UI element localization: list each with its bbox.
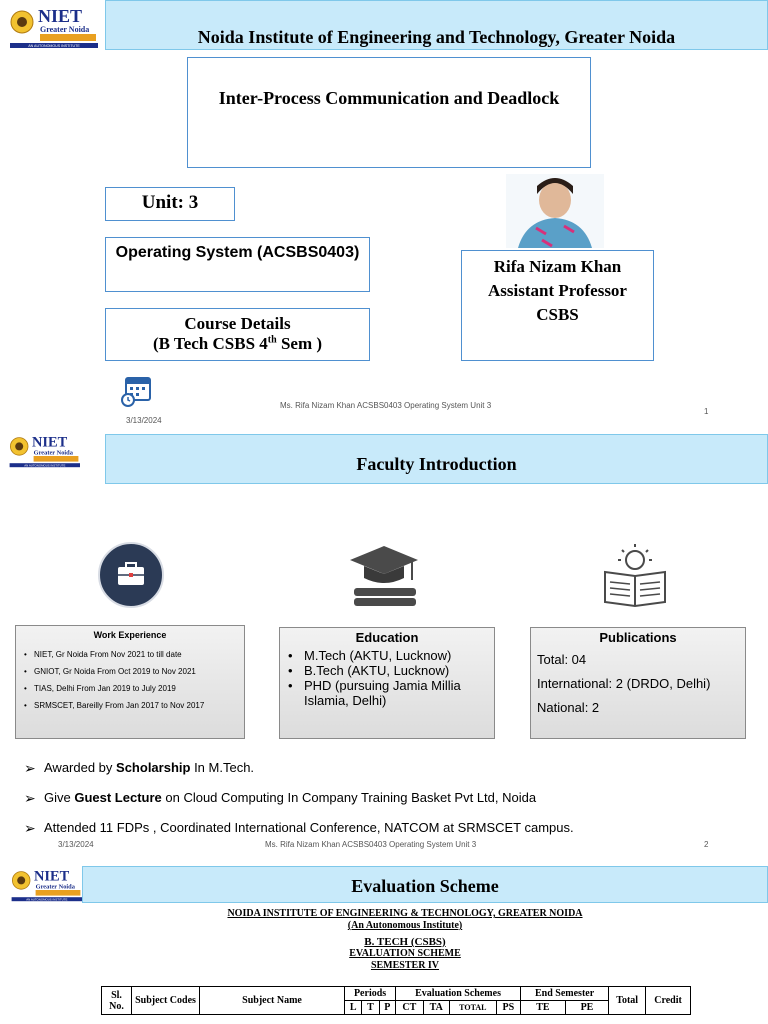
slide-1 [0,0,768,430]
scheme-autonomous: (An Autonomous Institute) [347,920,463,931]
svg-text:AN AUTONOMOUS INSTITUTE: AN AUTONOMOUS INSTITUTE [24,463,66,468]
achievements-list [24,753,754,843]
scheme-program: B. TECH (CSBS) [364,936,446,948]
bullet-dot: • [24,667,27,676]
faculty-box [461,250,654,361]
work-experience-item: • GNIOT, Gr Noida From Oct 2019 to Nov 2021 [22,663,238,680]
publications-card [530,627,746,739]
scheme-heading [0,908,768,972]
evaluation-title: Evaluation Scheme [351,876,499,896]
th-slno: Sl. No. [102,987,132,1015]
bullet-dot: • [288,648,293,663]
lightbulb-book-icon [600,542,670,613]
bullet-dot: • [288,663,293,678]
publication-item: Total: 04 [537,652,587,667]
niet-logo [8,432,82,469]
th-t: T [362,1001,379,1015]
course-details-label: Course Details [184,314,291,333]
slide1-page-number: 1 [704,407,709,416]
th-codes: Subject Codes [132,987,200,1015]
th-p: P [379,1001,396,1015]
scheme-institute: NOIDA INSTITUTE OF ENGINEERING & TECHNOLOGY, GREATER NOIDA [227,908,583,919]
education-item: • M.Tech (AKTU, Lucknow) [288,648,452,663]
niet-logo [8,4,100,50]
graduation-cap-icon [346,532,422,617]
slide-2 [0,432,768,852]
achievement-fdps: ➢ Attended 11 FDPs , Coordinated International Conference, NATCOM at SRMSCET campus. [24,813,754,843]
svg-text:NIET: NIET [38,6,83,26]
work-experience-card [15,625,245,739]
slide-3 [0,864,768,1024]
publications-list [537,648,739,720]
faculty-dept: CSBS [536,305,579,324]
education-title: Education [355,630,419,645]
slide2-page-number: 2 [704,840,709,849]
lecture-title-box [187,57,591,168]
th-ta: TA [423,1001,449,1015]
briefcase-icon [98,542,164,613]
work-experience-item: • TIAS, Delhi From Jan 2019 to July 2019 [22,680,238,697]
faculty-name: Rifa Nizam Khan [493,257,622,276]
education-item: • B.Tech (AKTU, Lucknow) [288,663,450,678]
th-te: TE [520,1001,565,1015]
education-list [286,648,488,708]
publication-item: National: 2 [537,700,600,715]
slide1-footer-date: 3/13/2024 [126,416,162,425]
achievement-scholarship: ➢ Awarded by Scholarship In M.Tech. [24,753,754,783]
svg-text:Greater Noida: Greater Noida [40,25,90,34]
svg-text:Greater Noida: Greater Noida [35,883,75,891]
bullet-dot: • [24,701,27,710]
publications-title: Publications [599,630,677,645]
scheme-title: EVALUATION SCHEME [349,948,461,959]
th-pe: PE [565,1001,608,1015]
th-ps: PS [496,1001,520,1015]
publication-item: International: 2 (DRDO, Delhi) [537,676,711,691]
unit-label: Unit: 3 [141,192,199,213]
svg-text:Greater Noida: Greater Noida [33,449,73,457]
th-endsem: End Semester [520,987,608,1001]
th-name: Subject Name [200,987,345,1015]
course-details-box [105,308,370,361]
th-tot: TOTAL [449,1001,496,1015]
education-item: • PHD (pursuing Jamia Millia Islamia, Delhi) [288,678,461,708]
bullet-dot: • [24,684,27,693]
bullet-dot: • [288,678,293,693]
achievement-guest-lecture: ➢ Give Guest Lecture on Cloud Computing In Company Training Basket Pvt Ltd, Noida [24,783,754,813]
th-eval: Evaluation Schemes [396,987,521,1001]
svg-text:AN AUTONOMOUS INSTITUTE: AN AUTONOMOUS INSTITUTE [28,44,80,48]
slide2-footer-date: 3/13/2024 [58,840,94,849]
svg-text:NIET: NIET [32,434,68,451]
lecture-title: Inter-Process Communication and Deadlock [218,88,560,108]
svg-text:NIET: NIET [34,868,70,885]
work-experience-title: Work Experience [93,630,167,640]
th-periods: Periods [345,987,396,1001]
slide2-header [105,434,768,484]
bullet-dot: • [24,650,27,659]
course-box [105,237,370,292]
th-l: L [345,1001,362,1015]
slide2-footer-text: Ms. Rifa Nizam Khan ACSBS0403 Operating System Unit 3 [265,840,477,849]
faculty-role: Assistant Professor [488,281,627,300]
scheme-semester: SEMESTER IV [370,960,440,971]
th-credit: Credit [646,987,691,1015]
work-experience-item: • NIET, Gr Noida From Nov 2021 to till date [22,646,238,663]
course-name: Operating System (ACSBS0403) [115,244,360,261]
education-card [279,627,495,739]
evaluation-table [101,986,691,1015]
unit-box [105,187,235,221]
svg-text:AN AUTONOMOUS INSTITUTE: AN AUTONOMOUS INSTITUTE [26,897,68,902]
work-experience-list [22,646,238,714]
faculty-intro-title: Faculty Introduction [356,454,517,474]
slide3-header [82,866,768,903]
th-ct: CT [396,1001,423,1015]
course-details-program: (B Tech CSBS 4th Sem ) [152,334,323,353]
th-total: Total [609,987,646,1015]
work-experience-item: • SRMSCET, Bareilly From Jan 2017 to Nov 2017 [22,697,238,714]
niet-logo [10,866,84,903]
faculty-photo [506,174,604,248]
slide1-footer-text: Ms. Rifa Nizam Khan ACSBS0403 Operating System Unit 3 [280,401,492,410]
slide1-header [105,0,768,50]
calendar-icon [120,374,154,413]
institute-title: Noida Institute of Engineering and Technology, Greater Noida [197,27,676,47]
